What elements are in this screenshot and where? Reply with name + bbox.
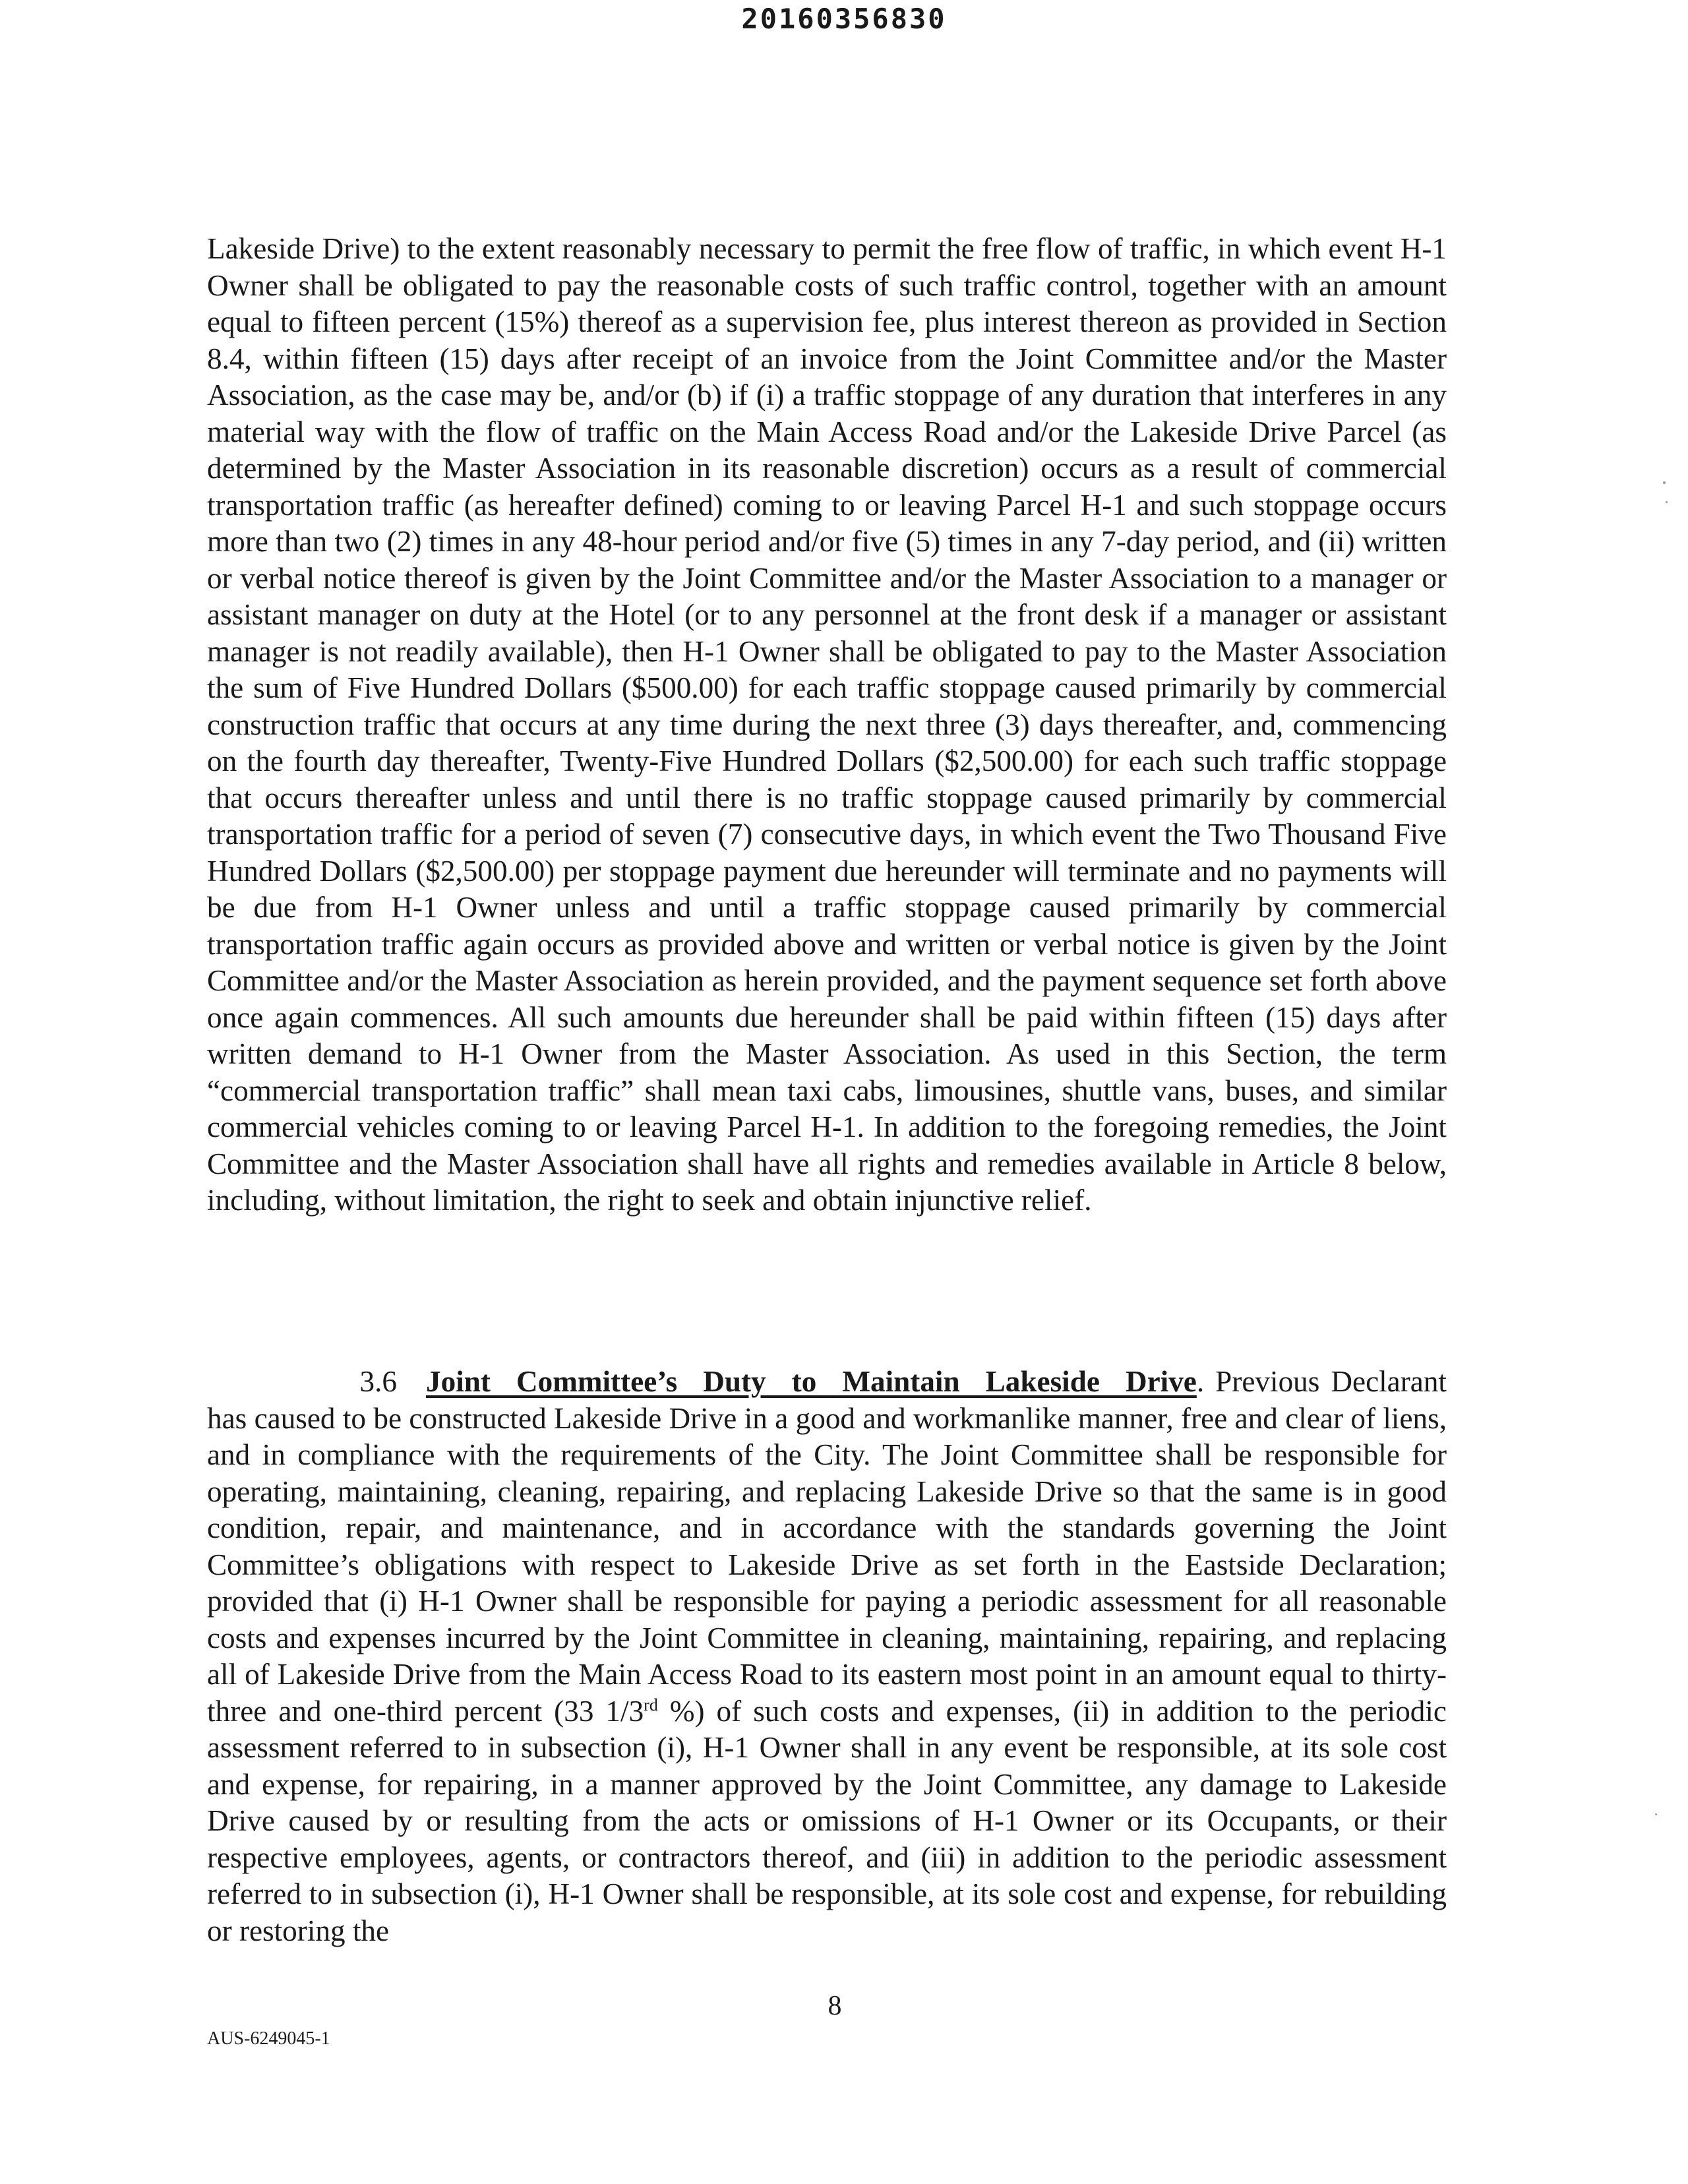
section-heading-end: .	[1196, 1365, 1205, 1398]
section-body-part-1: Previous Declarant has caused to be constructed Lakeside Drive in a good and workmanlike manner, free and clear of liens, and in compliance with the requirements of the City. The Joint Committee shall be responsible for operating, maintaining, cleaning, repairing, and replacing Lakeside Drive so that the same is in good condition, repair, and maintenance, and in accordance with the standards governing the Joint Committee’s obligations with respect to Lakeside Drive as set forth in the Eastside Declaration; provided that (i) H-1 Owner shall be responsible for paying a periodic assessment for all reasonable costs and expenses incurred by the Joint Committee in cleaning, maintaining, repairing, and replacing all of Lakeside Drive from the Main Access Road to its eastern most point in an amount equal to thirty-three and one-third percent (33 1/3	[207, 1365, 1447, 1728]
document-id: AUS-6249045-1	[207, 2028, 330, 2049]
section-3-6	[207, 1364, 1447, 1949]
section-body-part-2: %) of such costs and expenses, (ii) in addition to the periodic assessment referred to in subsection (i), H-1 Owner shall in any event be responsible, at its sole cost and expense, for repairing, in a manner approved by the Joint Committee, any damage to Lakeside Drive caused by or resulting from the acts or omissions of H-1 Owner or its Occupants, or their respective employees, agents, or contractors thereof, and (iii) in addition to the periodic assessment referred to in subsection (i), H-1 Owner shall be responsible, at its sole cost and expense, for rebuilding or restoring the	[207, 1694, 1447, 1947]
scan-speck	[1655, 1813, 1657, 1815]
scan-speck	[1663, 481, 1666, 484]
section-number: 3.6	[359, 1365, 397, 1398]
paragraph-continuation	[207, 231, 1447, 1219]
document-number: 20160356830	[741, 3, 947, 35]
ordinal-superscript: rd	[644, 1695, 658, 1714]
section-heading: Joint Committee’s Duty to Maintain Lakeside Drive	[426, 1365, 1197, 1398]
page-number: 8	[828, 1991, 842, 2021]
section-3-6-paragraph	[207, 1364, 1447, 1949]
scan-speck	[1666, 501, 1668, 503]
paragraph-text: Lakeside Drive) to the extent reasonably necessary to permit the free flow of traffic, in which event H-1 Owner shall be obligated to pay the reasonable costs of such traffic control, together with an amount equal to fifteen percent (15%) thereof as a supervision fee, plus interest thereon as provided in Section 8.4, within fifteen (15) days after receipt of an invoice from the Joint Committee and/or the Master Association, as the case may be, and/or (b) if (i) a traffic stoppage of any duration that interferes in any material way with the flow of traffic on the Main Access Road and/or the Lakeside Drive Parcel (as determined by the Master Association in its reasonable discretion) occurs as a result of commercial transportation traffic (as hereafter defined) coming to or leaving Parcel H-1 and such stoppage occurs more than two (2) times in any 48-hour period and/or five (5) times in any 7-day period, and (ii) written or verbal notice thereof is given by the Joint Committee and/or the Master Association to a manager or assistant manager on duty at the Hotel (or to any personnel at the front desk if a manager or assistant manager is not readily available), then H-1 Owner shall be obligated to pay to the Master Association the sum of Five Hundred Dollars ($500.00) for each traffic stoppage caused primarily by commercial construction traffic that occurs at any time during the next three (3) days thereafter, and, commencing on the fourth day thereafter, Twenty-Five Hundred Dollars ($2,500.00) for each such traffic stoppage that occurs thereafter unless and until there is no traffic stoppage caused primarily by commercial transportation traffic for a period of seven (7) consecutive days, in which event the Two Thousand Five Hundred Dollars ($2,500.00) per stoppage payment due hereunder will terminate and no payments will be due from H-1 Owner unless and until a traffic stoppage caused primarily by commercial transportation traffic again occurs as provided above and written or verbal notice is given by the Joint Committee and/or the Master Association as herein provided, and the payment sequence set forth above once again commences. All such amounts due hereunder shall be paid within fifteen (15) days after written demand to H-1 Owner from the Master Association. As used in this Section, the term “commercial transportation traffic” shall mean taxi cabs, limousines, shuttle vans, buses, and similar commercial vehicles coming to or leaving Parcel H-1. In addition to the foregoing remedies, the Joint Committee and the Master Association shall have all rights and remedies available in Article 8 below, including, without limitation, the right to seek and obtain injunctive relief.	[207, 232, 1447, 1217]
